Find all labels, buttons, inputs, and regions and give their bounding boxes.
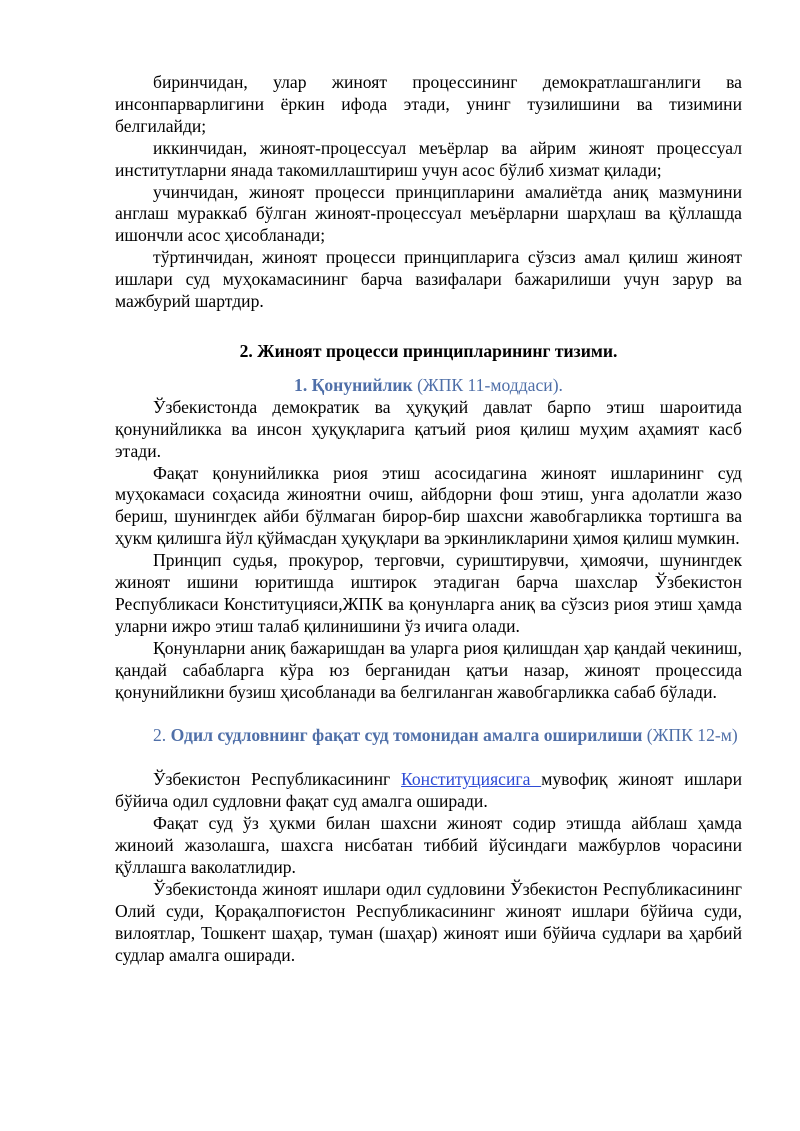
section-heading: 2. Жиноят процесси принципларининг тизими. xyxy=(239,340,618,361)
paragraph: иккинчидан, жиноят-процессуал меъёрлар ва айрим жиноят процессуал институтларни янада такомиллаштириш учун асос бўлиб хизмат қилади; xyxy=(115,137,742,180)
paragraph: Ўзбекистонда жиноят ишлари одил судловини Ўзбекистон Республикасининг Олий суди, Қорақалпоғистон Республикасининг жиноят ишлари бўйича суди, вилоятлар, Тошкент шаҳар, туман (шаҳар) жиноят иши бўйича судлари ва ҳарбий судлар амалга оширади. xyxy=(115,878,742,965)
paragraph: Принцип судья, прокурор, терговчи, суриштирувчи, ҳимоячи, шунингдек жиноят ишини юритишда иштирок этадиган барча шахслар Ўзбекистон Республикаси Конституцияси,ЖПК ва қонунларга аниқ ва сўзсиз риоя этиш ҳамда уларни ижро этиш талаб қилинишини ўз ичига олади. xyxy=(115,550,742,636)
spacer xyxy=(115,747,742,769)
text-run: мувофиқ жиноят ишлари бўйича одил судловни фақат суд амалга оширади. xyxy=(115,769,742,812)
paragraph: Фақат қонунийликка риоя этиш асосидагина жиноят ишларининг суд муҳокамаси соҳасида жиноятни очиш, айбдорни фош этиш, унга адолатли жазо бериш, шунингдек айби бўлмаган бирор-бир шахсни жавобгарликка тортишга ва ҳукм қилишга йўл қўймасдан ҳуқуқлари ва эркинликларини ҳимоя қилиш мумкин. xyxy=(115,462,742,549)
constitution-link[interactable]: Конституциясига xyxy=(401,769,542,790)
subheading-title: 1. Қонунийлик xyxy=(294,374,413,395)
paragraph: Қонунларни аниқ бажаришдан ва уларга риоя қилишдан ҳар қандай чекиниш, қандай сабабларга кўра юз берганидан қатъи назар, жиноят процессида қонунийликни бузиш ҳисобланади ва белгиланган жавобгарликка сабаб бўлади. xyxy=(115,637,742,702)
paragraph: Ўзбекистонда демократик ва ҳуқуқий давлат барпо этиш шароитида қонунийликка ва инсон ҳуқуқларига қатъий риоя қилиш муҳим аҳамият касб этади. xyxy=(115,396,742,461)
subheading-justice xyxy=(115,725,742,747)
subheading-legality xyxy=(115,375,742,397)
subheading-reference: (ЖПК 11-моддаси). xyxy=(412,374,563,395)
subheading-reference: (ЖПК 12-м) xyxy=(642,725,738,746)
paragraph xyxy=(115,769,742,813)
text-run: Ўзбекистон Республикасининг xyxy=(153,769,401,790)
paragraph: Фақат суд ўз ҳукми билан шахсни жиноят содир этишда айблаш ҳамда жиноий жазолашга, шахсга нисбатан тиббий йўсиндаги мажбурлов чорасини қўллашга ваколатлидир. xyxy=(115,813,742,877)
paragraph: учинчидан, жиноят процесси принципларини амалиётда аниқ мазмунини англаш мураккаб бўлган жиноят-процессуал меъёрларни шарҳлаш ва қўллашда ишончли асос ҳисобланади; xyxy=(115,181,742,246)
paragraph: биринчидан, улар жиноят процессининг демократлашганлиги ва инсонпарварлигини ёркин ифода этади, унинг тузилишини ва тизимини белгилайди; xyxy=(115,72,742,136)
subheading-title: Одил судловнинг фақат суд томонидан амалга оширилиши xyxy=(170,725,643,746)
subheading-number: 2. xyxy=(153,725,171,746)
paragraph: тўртинчидан, жиноят процесси принципларига сўзсиз амал қилиш жиноят ишлари суд муҳокамасининг барча вазифалари бажарилиши учун зарур ва мажбурий шартдир. xyxy=(115,247,742,312)
